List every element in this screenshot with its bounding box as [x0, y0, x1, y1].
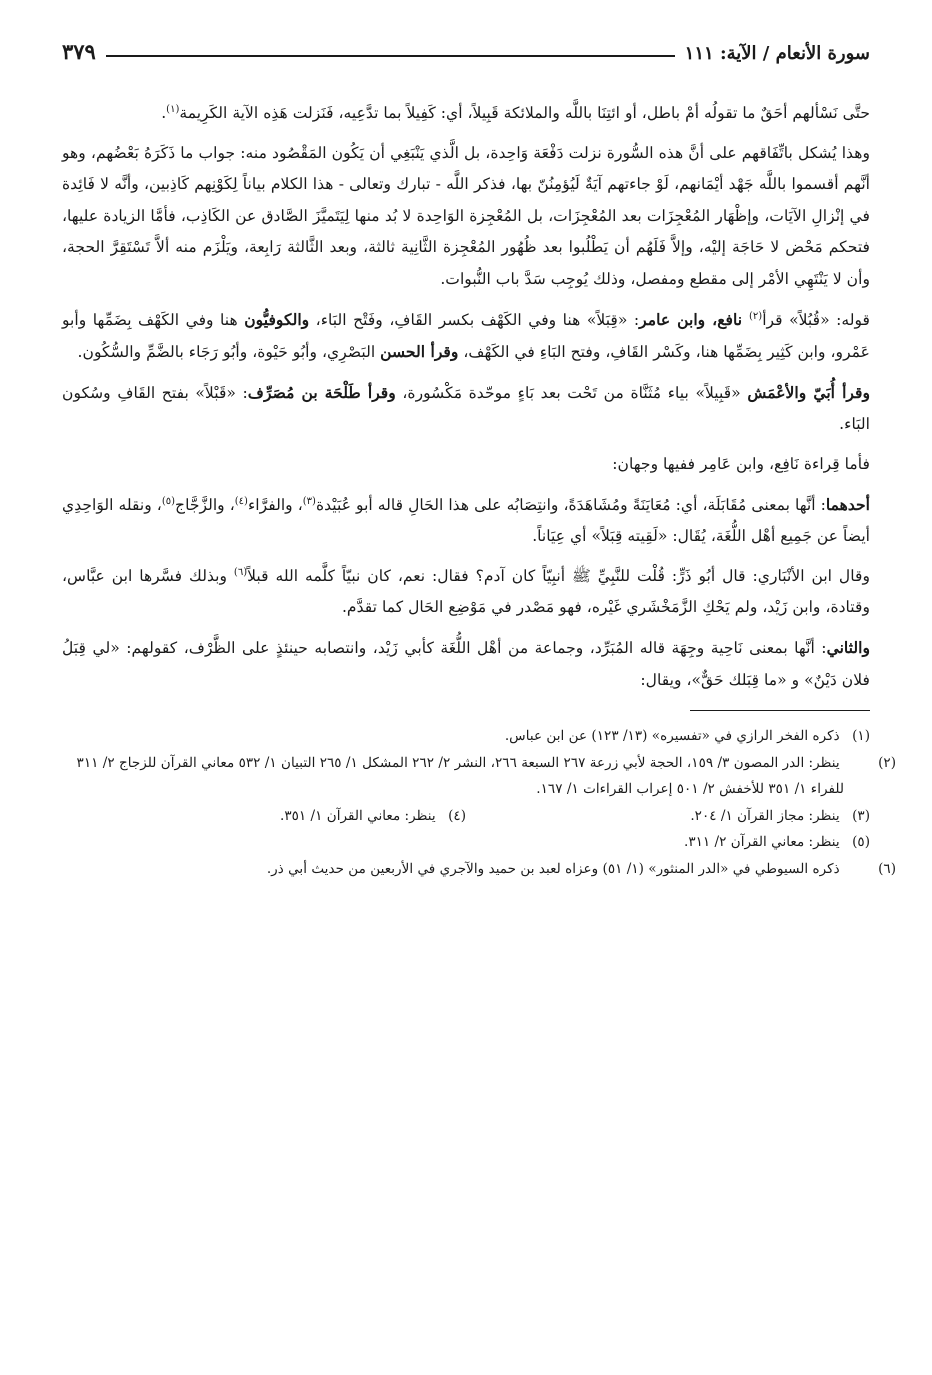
footnote-ref: (٤) — [234, 495, 248, 507]
bold-term: وقرأ طَلْحَة بن مُصَرِّف — [247, 382, 396, 402]
footnote-6: (٦) ذكره السيوطي في «الدر المنثور» (١/ ٥١) وعزاه لعبد بن حميد والآجري في الأربعين من حديث أبي ذر. — [266, 860, 896, 877]
footnote-ref: (٣) — [302, 495, 316, 507]
footnote-ref: (٦) — [233, 566, 248, 578]
footnote-1: (١) ذكره الفخر الرازي في «تفسيره» (١٣/ ١٢٣) عن ابن عباس. — [504, 728, 870, 745]
header-title: سورة الأنعام / الآية: ١١١ — [684, 43, 870, 64]
bold-term: أحدهما — [825, 494, 870, 514]
paragraph — [62, 377, 870, 441]
footnote-3: (٣) ينظر: مجاز القرآن ١/ ٢٠٤. — [690, 807, 870, 824]
text-run: وقال ابن الأنْبَاري: قال أبُو ذَرٍّ: قُلْت للنَّبِيِّ ﷺ أنبِيّاً كان آدم؟ فقال: نعم، كان نبيّاً كلَّمه الله قبلاً — [247, 566, 870, 585]
text-run: هنا وفي الكَهْف بِضَمِّها وأبو عَمْرو، وابن كَثِير بِضَمِّها هنا، وكَسْر القَافِ، وفتح البَاءِ في الكَهْف، — [62, 310, 870, 362]
text-run: : أنَّها بمعنى نَاحِية وجِهَة قاله المُبَرِّد، وجماعة من أهْل اللُّغَة كأبي زَيْد، وانتصابه حينئذٍ على الظَّرْف، كقولهم: «لي قِبَلُ فلان دَيْنٌ» و «ما قِبَلك حَقٌّ»، ويقال: — [62, 638, 870, 689]
paragraph — [62, 632, 870, 696]
paragraph — [62, 561, 870, 624]
footnote-ref: (٥) — [161, 495, 176, 507]
text-run: : «قِبَلاً» هنا وفي الكَهْف بكسر القَافِ، وفَتْح البَاء، — [309, 310, 640, 329]
footnote-row-3-4 — [62, 803, 870, 830]
footnote-2: (٢) ينظر: الدر المصون ٣/ ١٥٩، الحجة لأبي زرعة ٢٦٧ السبعة ٢٦٦، النشر ٢/ ٢٦٢ المشكل ١/ ٢٦٥ التبيان ١/ ٥٣٢ معاني القرآن للزجاج ٢/ ٣١١ للفراء ١/ ٣٥١ للأخفش ٢/ ٥٠١ إعراب القراءات ١/ ١٦٧. — [76, 754, 896, 798]
paragraph — [62, 489, 870, 553]
text-run: ، ونقله الوَاحِدِي أيضاً عن جَمِيع أهْل اللُّغَة، يُقَال: «لَقِيته قِبَلاً» أي عِيَاناً. — [62, 495, 870, 546]
bold-term: وقرأ الحسن — [380, 342, 459, 362]
footnote-ref: (٢) — [749, 310, 763, 322]
text-run: ، والزَّجَّاج — [175, 495, 235, 514]
text-run: «قَبِيلاً» بياء مُثَنَّاة من تَحْت بعد بَاءٍ موحّدة مَكْسُورة، — [395, 383, 748, 402]
footnotes — [62, 723, 896, 882]
text-run: حتَّى نَسْألهم أحَقٌ ما تقولُه أمْ باطل، أو ائتِنَا باللَّه والملائكة قَبِيلاً، أي: كَفِيلاً بما تدَّعِيه، فَنَزلت هَذِه الآية الكَرِيمة — [179, 104, 870, 122]
text-run: وهذا يُشكل باتِّفَاقهم على أنَّ هذه السُّورة نزلت دَفْعَة وَاحِدة، بل الَّذي يَنْبَغِي أن يَكُون المَقْصُود منه: جواب ما ذَكَرَهُ بَعْضُهم، وهو أنَّهم أقسموا باللَّه جَهْد أيْمَانهم، لَوْ جاءتهم آيَةٌ لَيُؤمِنُنّ بها، فذكر اللَّه - تبارك وتعالى - هذا الكلام بياناً لِكَوْنِهم كَاذِبين، وأنَّه لا فَائِدة في إنْزالِ الآيَات، وإظْهَار المُعْجِزَات بعد المُعْجِزَات، بل المُعْجِزة الوَاحِدة لا بُد منها لِيَتَميَّزَ الصَّادق عن الكَاذِب، فأمَّا الزيادة عليها، فتحكم مَحْض لا حَاجَة إليْه، وإلاَّ فَلَهُم أن يَطْلُبوا بعد ظُهُور المُعْجِزة الثَّانِية ثالثة، وبعد الثَّالثة رَابِعة، ويَلْزَم منه ألاَّ تَسْتَقِرَّ الحجة، وأن لا يَنْتَهِي الأمْر إلى مقطع ومفصل، وذلك يُوجِب سَدَّ باب النُّبوات. — [62, 143, 870, 288]
paragraph — [62, 138, 870, 296]
bold-term: وقرأ أُبَيّ والأعْمَش — [747, 382, 870, 402]
text-run: وبذلك فسَّرها ابن عبَّاس، وقتادة، وابن زَيْد، ولم يَحْكِ الزَّمَخْشَري غَيْره، فهو مَصْدر في مَوْضِع الحَال كما تقدَّم. — [62, 566, 870, 617]
text-run: : «قَبْلاً» بفتح القَافِ وسُكون البَاء. — [62, 383, 870, 434]
header-rule — [106, 55, 675, 57]
page-number: ٣٧٩ — [62, 39, 96, 64]
main-text — [62, 98, 870, 696]
footnote-ref: (١) — [166, 103, 180, 115]
footnote-4: (٤) ينظر: معاني القرآن ١/ ٣٥١. — [279, 807, 466, 824]
text-run: ، والفرَّاء — [247, 495, 303, 514]
text-run: : أنَّها بمعنى مُقَابَلَة، أي: مُعَايَنَةً ومُشَاهَدَةً، وانتِصَابُه على هذا الحَالِ قاله أبو عُبَيْدة — [315, 495, 826, 514]
paragraph — [62, 449, 870, 481]
text-run: البَصْرِي، وأبُو حَيْوة، وأبُو رَجَاء بالضَّمِّ والسُّكُون. — [77, 343, 381, 362]
text-run: قوله: «قُبُلاً» قرأ — [762, 310, 870, 329]
bold-term: والكوفيُّون — [244, 309, 310, 329]
book-page — [62, 30, 896, 1360]
running-header — [62, 30, 870, 64]
bold-term: نافع، وابن عامر — [639, 309, 750, 329]
footnote-separator — [690, 710, 870, 711]
paragraph — [62, 98, 870, 130]
bold-term: والثاني — [826, 637, 870, 657]
text-run: فأما قِراءة نَافِع، وابن عَامِر ففيها وجهان: — [612, 454, 870, 473]
paragraph — [62, 304, 870, 369]
footnote-5: (٥) ينظر: معاني القرآن ٢/ ٣١١. — [683, 834, 870, 851]
text-run: . — [161, 104, 167, 122]
